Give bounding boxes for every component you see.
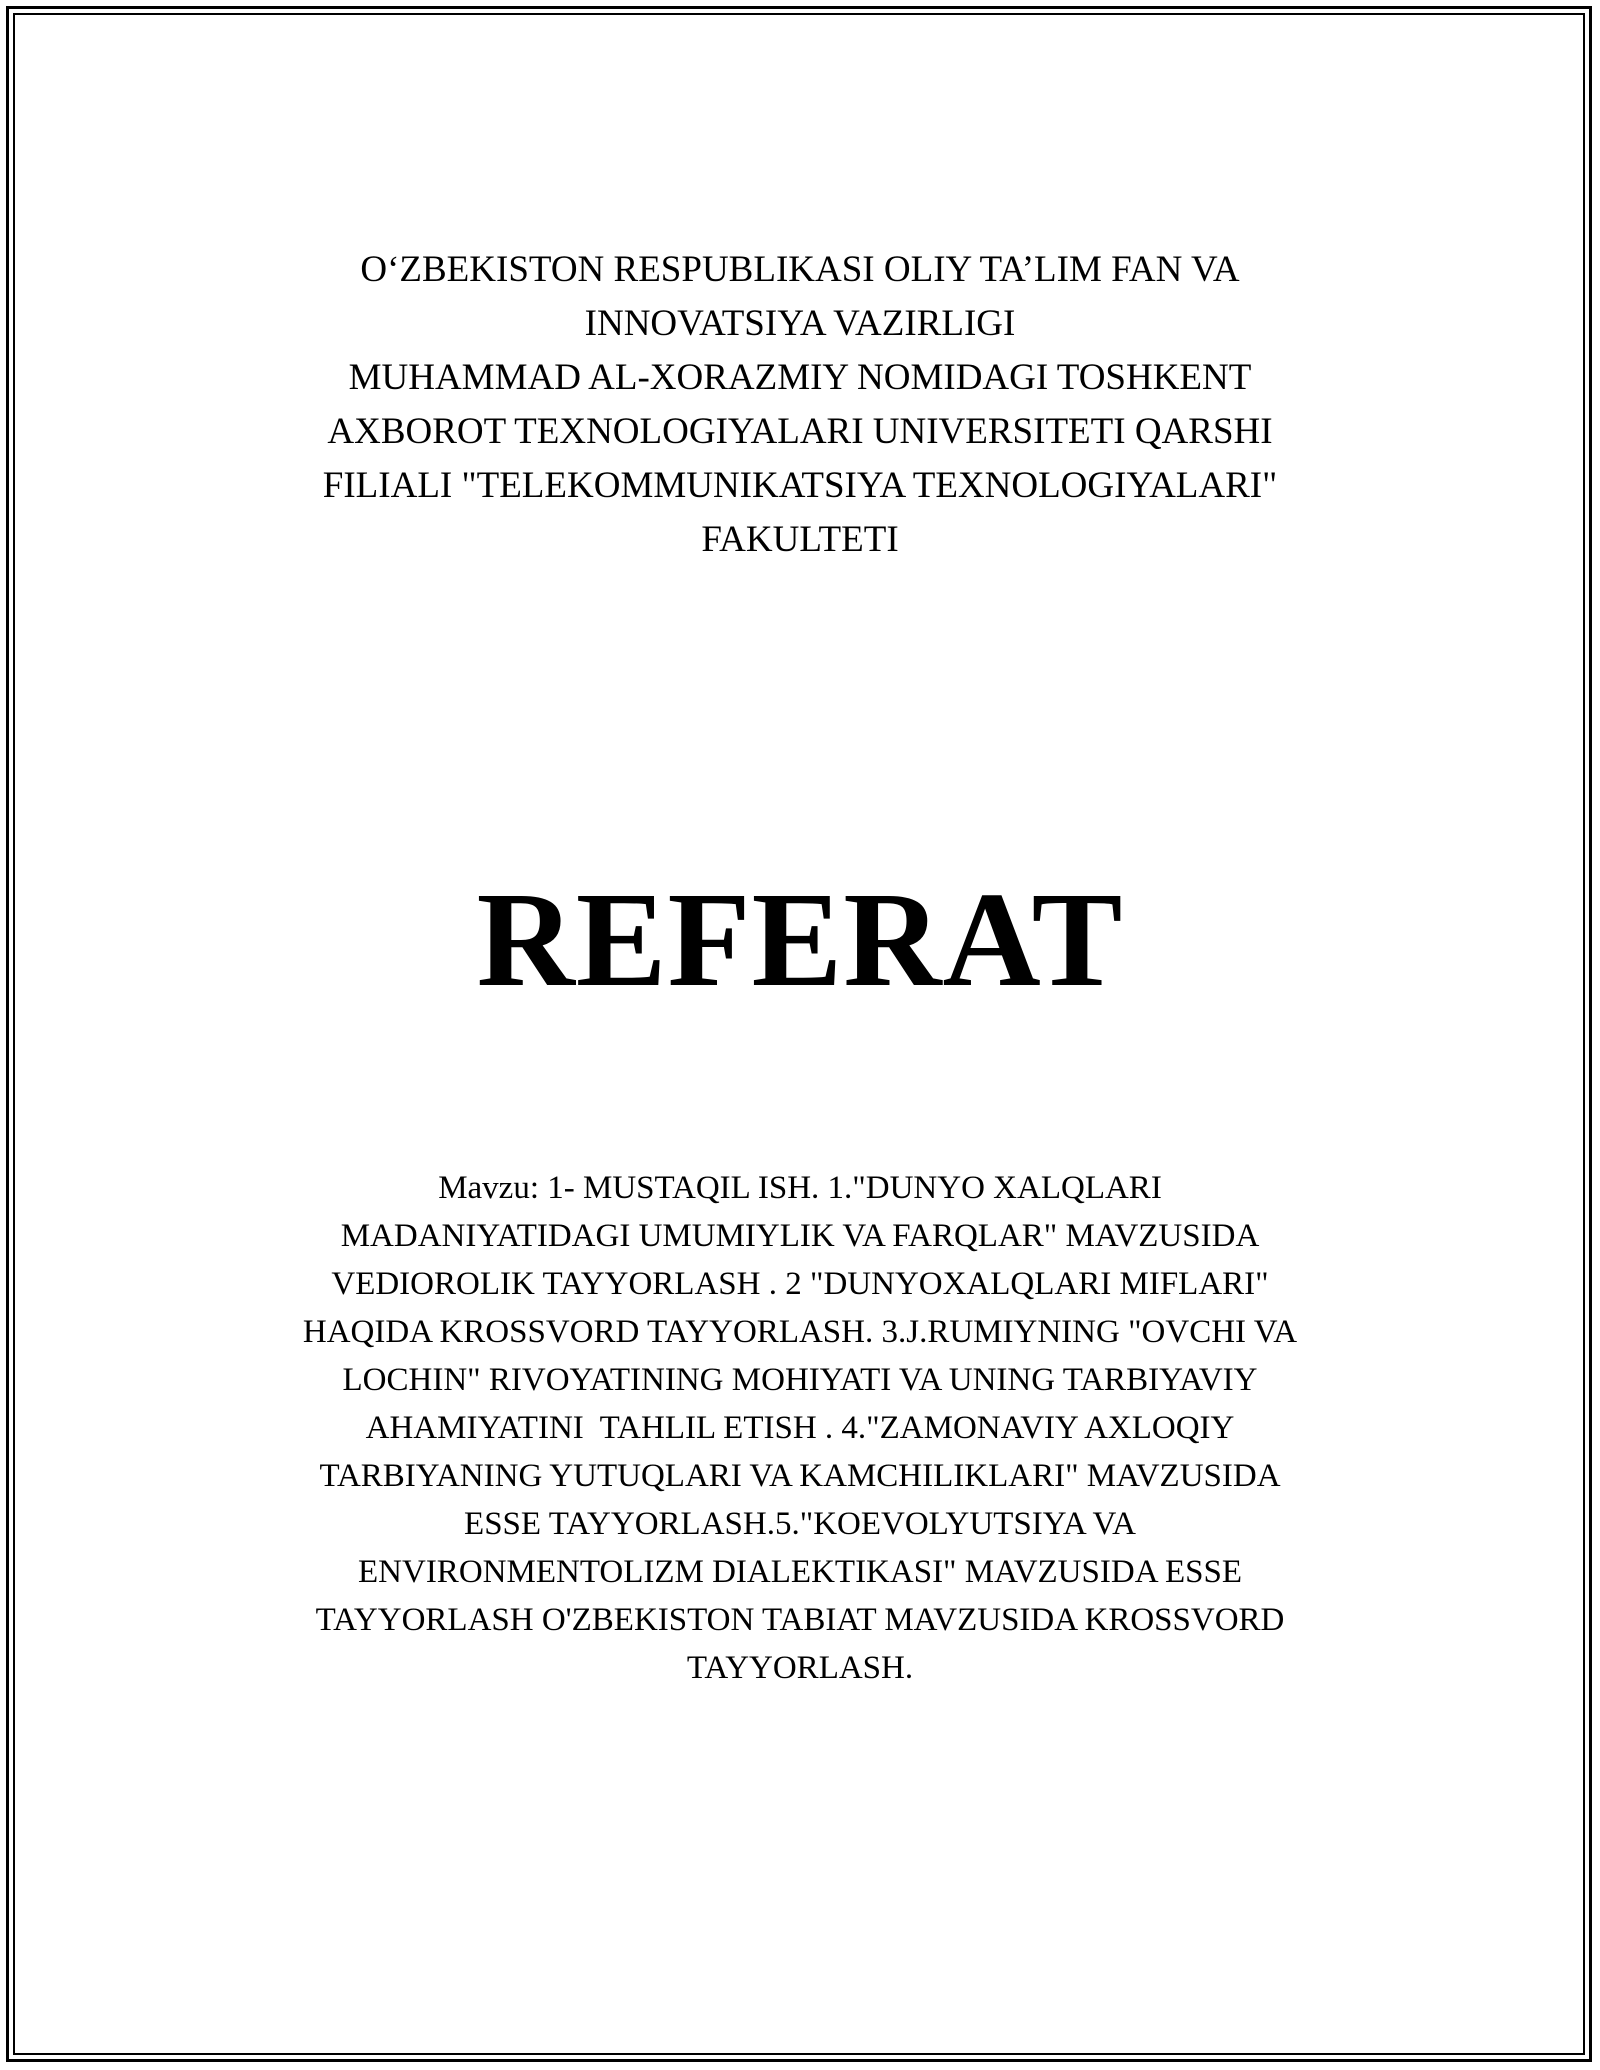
header-line: INNOVATSIYA VAZIRLIGI: [584, 303, 1016, 344]
topic-line: ENVIRONMENTOLIZM DIALEKTIKASI" MAVZUSIDA ESSE: [358, 1554, 1242, 1590]
topic-line: TAYYORLASH O'ZBEKISTON TABIAT MAVZUSIDA KROSSVORD: [315, 1602, 1285, 1638]
topic-line: ESSE TAYYORLASH.5."KOEVOLYUTSIYA VA: [464, 1506, 1136, 1542]
topic-line: LOCHIN" RIVOYATINING MOHIYATI VA UNING TARBIYAVIY: [342, 1362, 1258, 1398]
header-line: MUHAMMAD AL-XORAZMIY NOMIDAGI TOSHKENT: [348, 357, 1252, 398]
topic-line: TARBIYANING YUTUQLARI VA KAMCHILIKLARI" MAVZUSIDA: [319, 1458, 1281, 1494]
header-line: FAKULTETI: [701, 519, 899, 560]
institution-header: [200, 243, 1400, 567]
topic-line: MADANIYATIDAGI UMUMIYLIK VA FARQLAR" MAVZUSIDA: [340, 1218, 1260, 1254]
header-line: AXBOROT TEXNOLOGIYALARI UNIVERSITETI QARSHI: [327, 411, 1273, 452]
topic-line: VEDIOROLIK TAYYORLASH . 2 "DUNYOXALQLARI MIFLARI": [331, 1266, 1269, 1302]
topic-line: Mavzu: 1- MUSTAQIL ISH. 1."DUNYO XALQLARI: [438, 1170, 1162, 1206]
topic-description: [200, 1164, 1400, 1692]
topic-line: TAYYORLASH.: [686, 1650, 914, 1686]
header-line: FILIALI "TELEKOMMUNIKATSIYA TEXNOLOGIYALARI": [322, 465, 1278, 506]
document-title: REFERAT: [476, 865, 1124, 1015]
header-line: O‘ZBEKISTON RESPUBLIKASI OLIY TA’LIM FAN VA: [360, 249, 1240, 290]
topic-line: AHAMIYATINI TAHLIL ETISH . 4."ZAMONAVIY AXLOQIY: [365, 1410, 1235, 1446]
topic-line: HAQIDA KROSSVORD TAYYORLASH. 3.J.RUMIYNING "OVCHI VA: [302, 1314, 1298, 1350]
